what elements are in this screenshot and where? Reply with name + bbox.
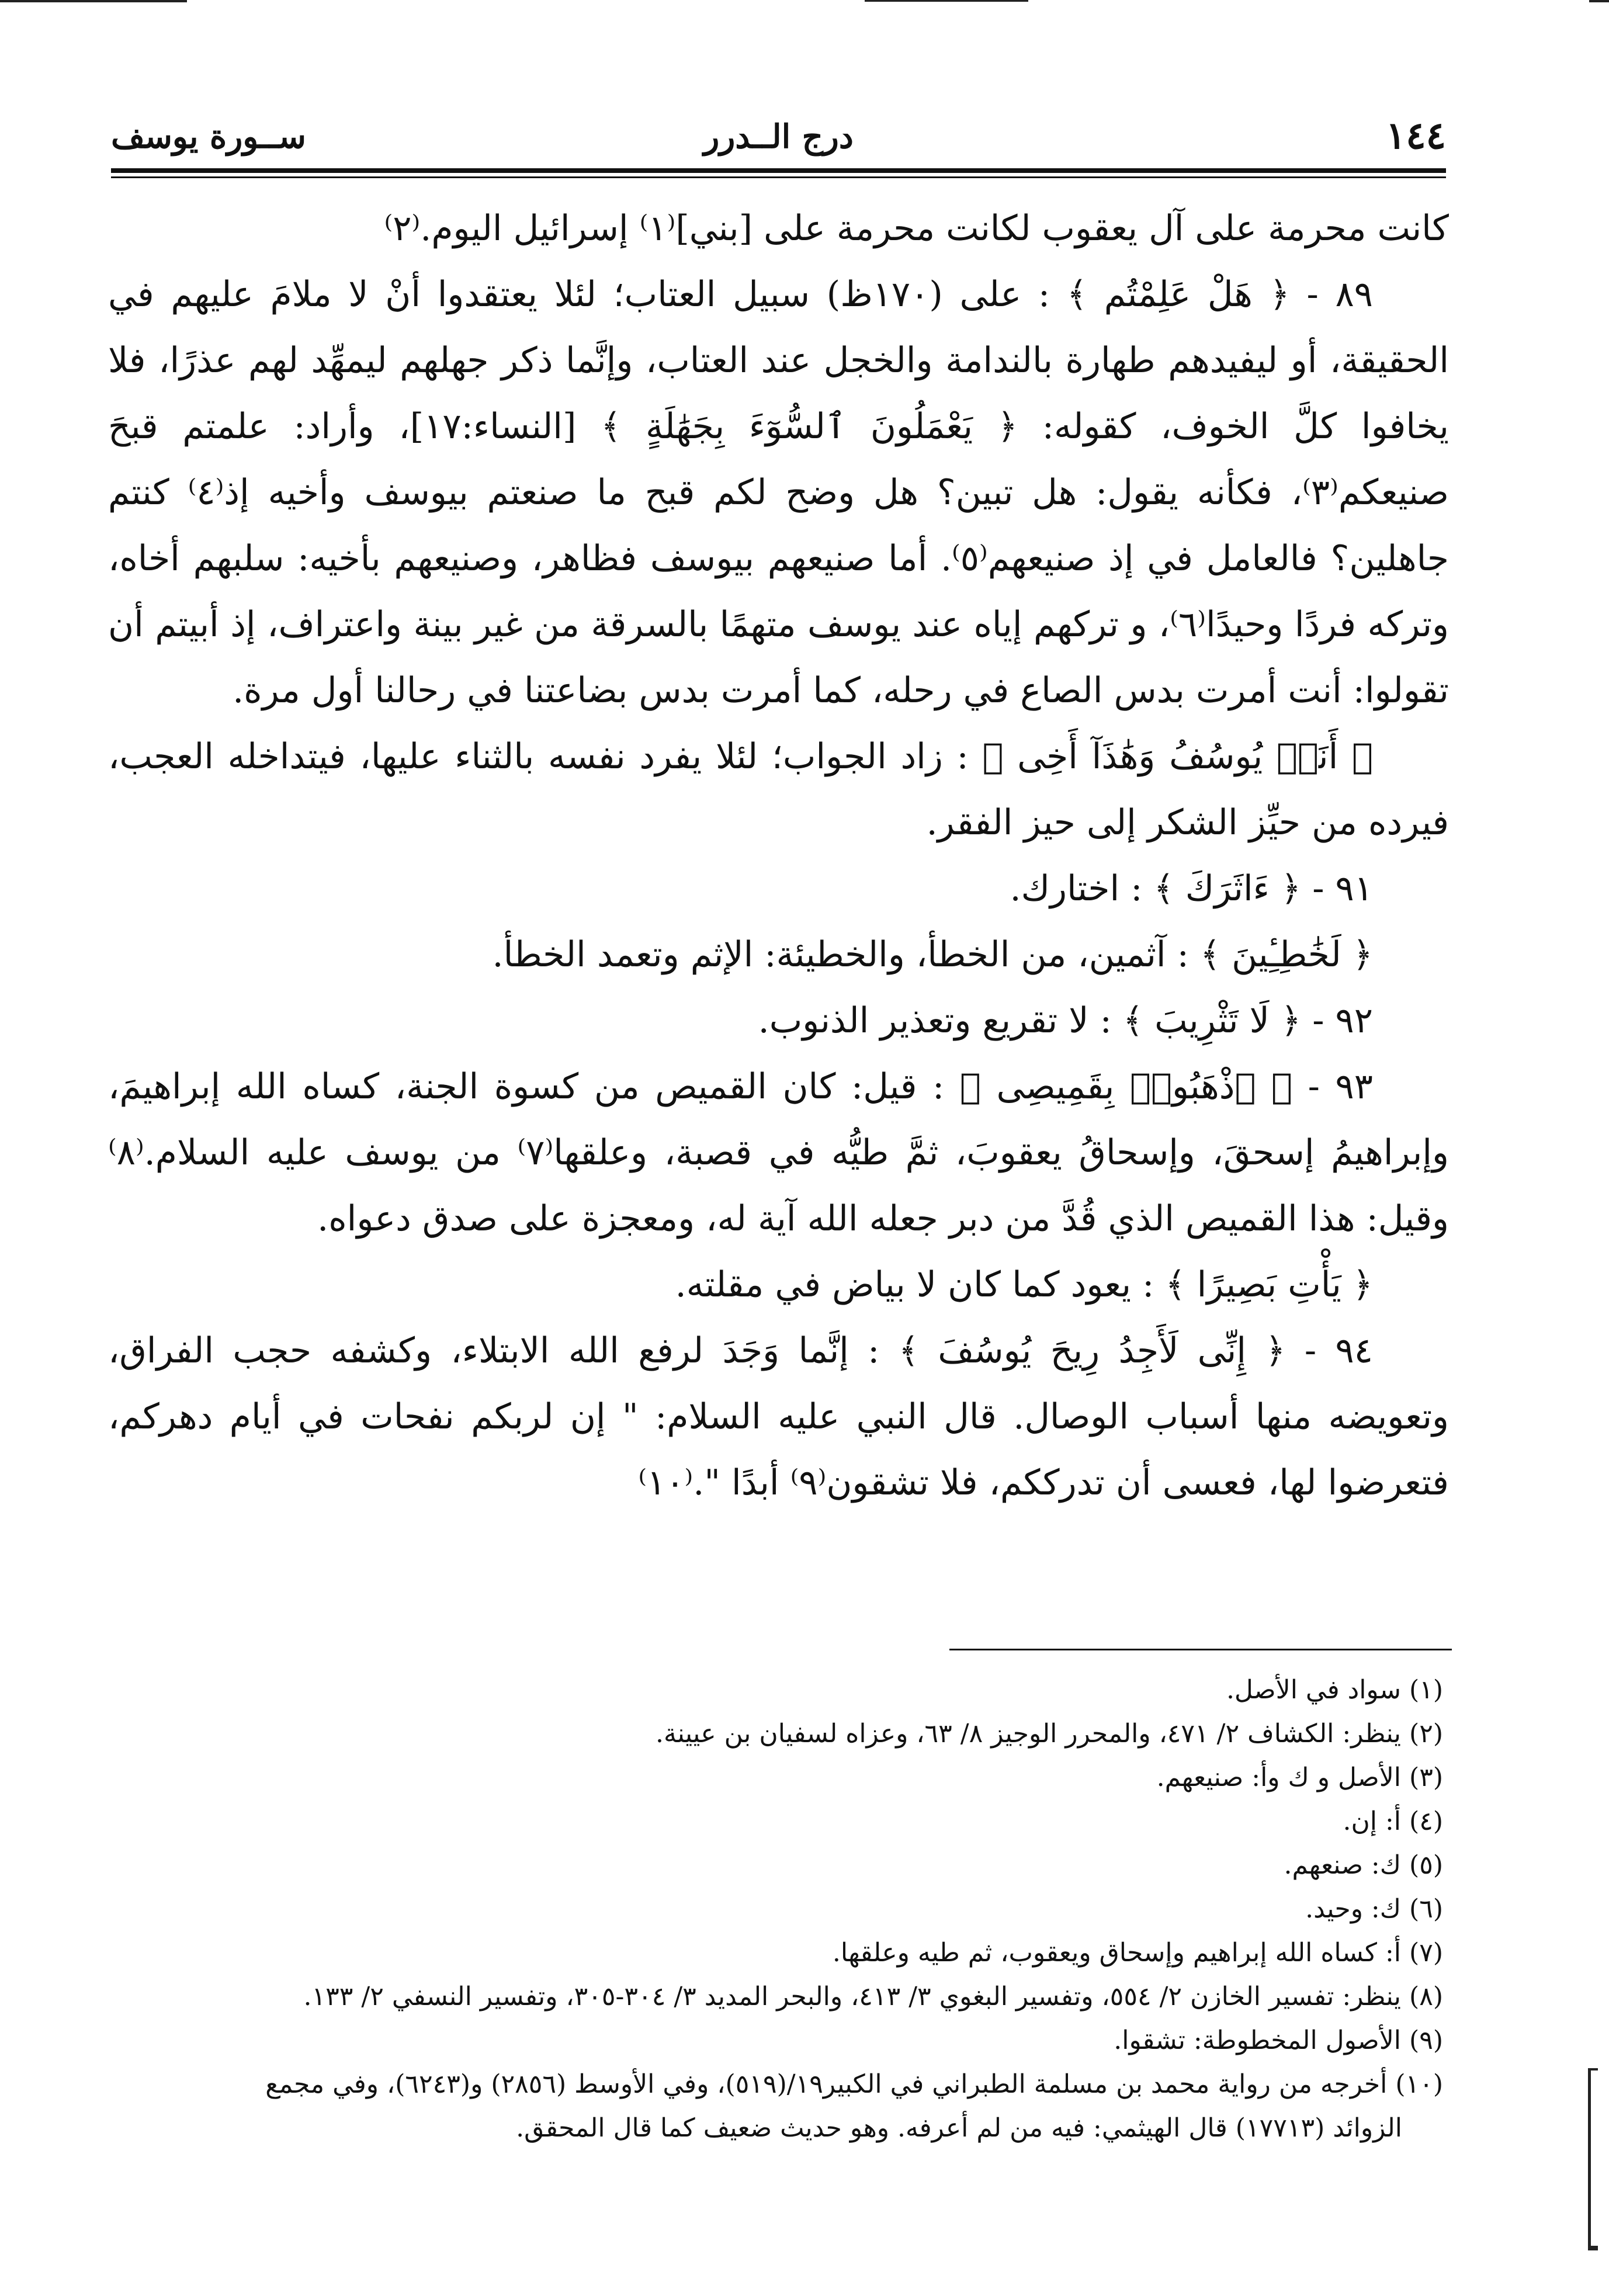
main-text: [108, 196, 1449, 1516]
footnote: (١) سواد في الأصل.: [1226, 1675, 1443, 1705]
header-rule-thin: [111, 176, 1446, 178]
footnote: (١٠) أخرجه من رواية محمد بن مسلمة الطبراني في الكبير١٩/(٥١٩)، وفي الأوسط (٢٨٥٦) و(٦٢٤٣)، وفي مجمع: [265, 2069, 1443, 2099]
book-title: درج الــدرر: [703, 117, 854, 156]
text-paragraph: ٩٤ - ﴿ إِنِّى لَأَجِدُ رِيحَ يُوسُفَ ﴾ : إنَّما وَجَدَ لرفع الله الابتلاء، وكشفه حجب الفراق، وتعويضه منها أسباب الوصال. قال النبي عليه السلام: " إن لربكم نفحات في أيام دهركم، فتعرضوا لها، فعسى أن تدرككم، فلا تشقون⁽٩⁾ أبدًا ".⁽١٠⁾: [108, 1330, 1449, 1503]
footnote-separator: [949, 1649, 1452, 1650]
scan-edge-top-center: [865, 0, 1028, 2]
running-header: [111, 114, 1446, 184]
footnote: (٧) أ: كساه الله إبراهيم وإسحاق ويعقوب، ثم طيه وعلقها.: [832, 1938, 1443, 1968]
text-paragraph: ٩١ - ﴿ ءَاثَرَكَ ﴾ : اختارك.: [1010, 868, 1373, 909]
text-paragraph: ٩٣ - ﴿ ٱذْهَبُوا۟ بِقَمِيصِى ﴾ : قيل: كان القميص من كسوة الجنة، كساه الله إبراهيمَ، وإبراهيمُ إسحقَ، وإسحاقُ يعقوبَ، ثمَّ طيُّه في قصبة، وعلقها⁽٧⁾ من يوسف عليه السلام.⁽٨⁾ وقيل: هذا القميص الذي قُدَّ من دبر جعله الله آية له، ومعجزة على صدق دعواه.: [108, 1066, 1449, 1239]
footnote: (٢) ينظر: الكشاف ٢/ ٤٧١، والمحرر الوجيز ٨/ ٦٣، وعزاه لسفيان بن عيينة.: [656, 1719, 1443, 1749]
text-paragraph: ﴿ لَخَٰطِـِٔينَ ﴾ : آثمين، من الخطأ، والخطيئة: الإثم وتعمد الخطأ.: [492, 934, 1373, 975]
text-paragraph: ﴿ يَأْتِ بَصِيرًا ﴾ : يعود كما كان لا بياض في مقلته.: [675, 1264, 1373, 1305]
footnote-continuation: الزوائد (١٧٧١٣) قال الهيثمي: فيه من لم أعرفه. وهو حديث ضعيف كما قال المحقق.: [516, 2113, 1402, 2143]
page-number: ١٤٤: [1385, 114, 1446, 158]
footnote: (٥) ك: صنعهم.: [1284, 1850, 1443, 1880]
scan-margin-bracket: [1588, 2068, 1598, 2250]
surah-title: ســورة يوسف: [111, 117, 306, 156]
header-rule-thick: [111, 168, 1446, 173]
footnotes: [111, 1668, 1443, 2150]
footnote: (٦) ك: وحيد.: [1305, 1894, 1443, 1924]
scan-edge-top-left: [0, 0, 187, 2]
text-paragraph: ﴿ أَنَا۠ يُوسُفُ وَهَٰذَآ أَخِى ﴾ : زاد الجواب؛ لئلا يفرد نفسه بالثناء عليها، فيتداخله العجب، فيرده من حيِّز الشكر إلى حيز الفقر.: [108, 736, 1449, 843]
text-paragraph: ٨٩ - ﴿ هَلْ عَلِمْتُم ﴾ : على (١٧٠ظ) سبيل العتاب؛ لئلا يعتقدوا أنْ لا ملامَ عليهم في الحقيقة، أو ليفيدهم طهارة بالندامة والخجل عند العتاب، وإنَّما ذكر جهلهم ليمهِّد لهم عذرًا، فلا يخافوا كلَّ الخوف، كقوله: ﴿ يَعْمَلُونَ ٱلسُّوٓءَ بِجَهَٰلَةٍ ﴾ [النساء:١٧]، وأراد: علمتم قبحَ صنيعكم⁽٣⁾، فكأنه يقول: هل تبين؟ هل وضح لكم قبح ما صنعتم بيوسف وأخيه إذ⁽٤⁾ كنتم جاهلين؟ فالعامل في إذ صنيعهم⁽٥⁾. أما صنيعهم بيوسف فظاهر، وصنيعهم بأخيه: سلبهم أخاه، وتركه فردًا وحيدًا⁽٦⁾، و تركهم إياه عند يوسف متهمًا بالسرقة من غير بينة واعتراف، إذ أبيتم أن تقولوا: أنت أمرت بدس الصاع في رحله، كما أمرت بدس بضاعتنا في رحالنا أول مرة.: [108, 274, 1449, 711]
footnote: (٩) الأصول المخطوطة: تشقوا.: [1114, 2026, 1443, 2055]
footnote: (٣) الأصل و ك وأ: صنيعهم.: [1156, 1763, 1443, 1792]
text-paragraph: ٩٢ - ﴿ لَا تَثْرِيبَ ﴾ : لا تقريع وتعذير الذنوب.: [758, 1000, 1373, 1041]
footnote: (٨) ينظر: تفسير الخازن ٢/ ٥٥٤، وتفسير البغوي ٣/ ٤١٣، والبحر المديد ٣/ ٣٠٤-٣٠٥، وتفسير النسفي ٢/ ١٣٣.: [303, 1982, 1443, 2011]
text-paragraph: كانت محرمة على آل يعقوب لكانت محرمة على [بني]⁽١⁾ إسرائيل اليوم.⁽٢⁾: [384, 208, 1449, 249]
footnote: (٤) أ: إن.: [1343, 1806, 1443, 1836]
scan-edge-top-right: [1589, 0, 1609, 2]
